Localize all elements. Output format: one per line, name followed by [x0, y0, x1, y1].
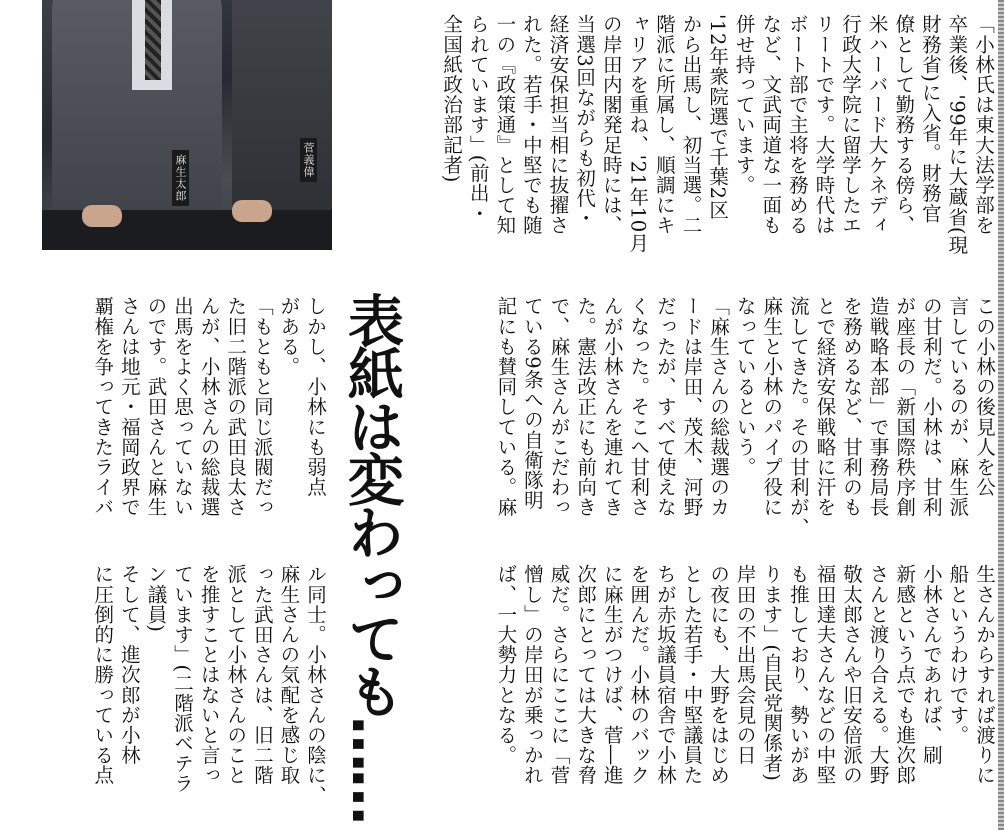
nameplate-suga: 菅義偉 — [300, 138, 317, 182]
tie — [145, 0, 161, 80]
page-edge — [998, 0, 1004, 830]
article-text-middle-left: しかし、小林にも弱点 がある。 「もともと同じ派閥だっ た旧二階派の武田良太さ んが、小林さんの総裁選 出馬をよく思っていない のです。武田さんと麻生 さんは地元・福岡政界で 覇権を争ってきたライバ — [91, 296, 327, 518]
article-text-bottom-right: 生さんからすれば渡りに 船というわけです。 小林さんであれば、刷 新感という点でも進次郎 さんと渡り合える。大野 敬太郎さんや旧安倍派の 福田達夫さんなどの中堅 も推しており、勢いがあ ります」(自民党関係者) 岸田の不出馬会見の日 の夜にも、大野をはじめ とした若手・中堅議員た ちが赤坂議員宿舎で小林 を囲んだ。小林のバック に麻生がつけば、菅―進 次郎にとっては大きな脅 威だ。さらにここに「菅 憎し」の岸田が乗っかれ ば、一大勢力となる。 — [494, 564, 996, 786]
article-text-top: 「小林氏は東大法学部を 卒業後、'99年に大蔵省(現 財務省)に入省。財務官 僚として勤務する傍ら、 米ハーバード大ケネディ 行政大学院に留学したエ リートです。大学時代は ボート部で主将を務める など、文武両道な一面も 併せ持っています。 '12年衆院選で千葉2区 から出馬し、初当選。二 階派に所属し、順調にキ ャリアを重ね、'21年10月 の岸田内閣発足時には、 当選3回ながらも初代・ 経済安保担当相に抜擢さ れた。若手・中堅でも随 一の『政策通』として知 られています」(前出・ 全国紙政治部記者) — [440, 14, 995, 256]
hand — [82, 205, 122, 227]
photo-aso-suga — [42, 0, 332, 250]
article-text-bottom-left: ル同士。小林さんの陰に、 麻生さんの気配を感じ取 った武田さんは、旧二階 派として小林さんのこと を推すことはないと言っ ています」(二階派ベテラ ン議員) そして、進次郎が小林 に圧倒的に勝っている点 — [91, 564, 327, 806]
headline: 表紙は変わっても…… — [339, 292, 404, 822]
article-text-middle: この小林の後見人を公 言しているのが、麻生派 の甘利だ。小林は、甘利 が座長の「新国際秩序創 造戦略本部」で事務局長 を務めるなど、甘利のも とで経済安保戦略に汗を 流してきた。その甘利が、 麻生と小林のパイプ役に なっているという。 「麻生さんの総裁選のカ ードは岸田、茂木、河野 だったが、すべて使えな くなった。そこへ甘利さ んが小林さんを連れてき た。憲法改正にも前向き で、麻生さんがこだわっ ている9条への自衛隊明 記にも賛同している。麻 — [494, 296, 996, 538]
hand — [232, 200, 272, 222]
nameplate-aso: 麻生太郎 — [172, 150, 189, 206]
